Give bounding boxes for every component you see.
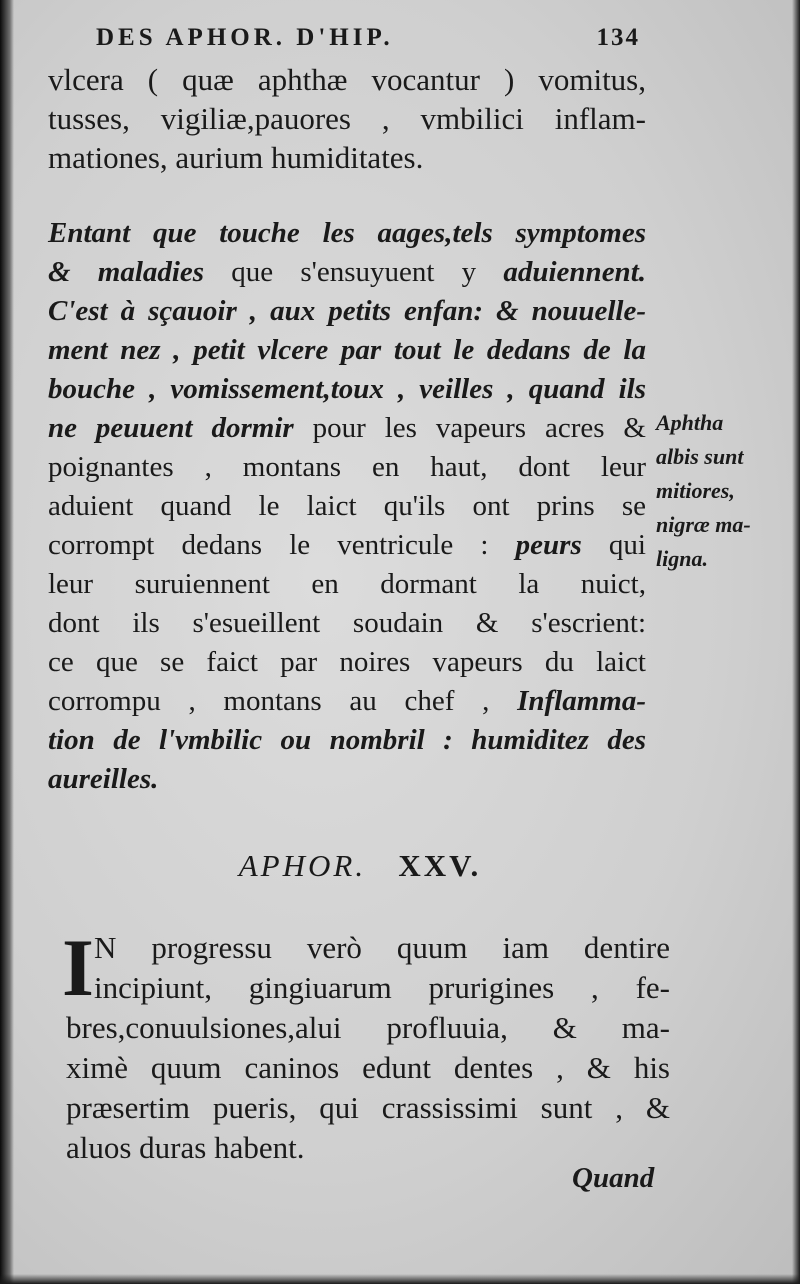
text-line: leur suruiennent en dormant la nuict, [48, 568, 646, 600]
marginal-note [656, 406, 796, 576]
text-line: aduient quand le laict qu'ils ont prins se [48, 490, 646, 522]
text-line: aureilles. [48, 763, 159, 795]
running-header [96, 24, 646, 58]
aphorism-text [66, 928, 670, 1168]
drop-cap: I [62, 922, 94, 1013]
text-line: Entant que touche les aages,tels symptomes [48, 217, 646, 249]
text-line: vlcera ( quæ aphthæ vocantur ) vomitus, [48, 62, 646, 97]
running-title: DES APHOR. D'HIP. [96, 24, 394, 51]
french-commentary [48, 214, 646, 799]
aphorism-number: XXV. [398, 848, 482, 883]
text-line: ce que se faict par noires vapeurs du laict [48, 646, 646, 678]
page-bottom-shadow [0, 1274, 800, 1284]
text-line: poignantes , montans en haut, dont leur [48, 451, 646, 483]
margin-line: nigræ ma- [656, 512, 751, 537]
text-line: corrompu , montans au chef , Inflamma- [48, 685, 646, 717]
text-line: corrompt dedans le ventricule : peurs qui [48, 529, 646, 561]
page-right-shadow [792, 0, 800, 1284]
text-line: ment nez , petit vlcere par tout le dedans de la [48, 334, 646, 366]
catchword: Quand [572, 1162, 655, 1194]
text-line: aluos duras habent. [66, 1130, 305, 1165]
text-line: bouche , vomissement,toux , veilles , quand ils [48, 373, 646, 405]
text-line: incipiunt, gingiuarum prurigines , fe- [94, 970, 670, 1005]
aphorism-heading [150, 848, 570, 884]
margin-line: ligna. [656, 546, 708, 571]
margin-line: albis sunt [656, 444, 744, 469]
margin-line: mitiores, [656, 478, 735, 503]
text-line: N progressu verò quum iam dentire [94, 930, 670, 965]
page-left-shadow [0, 0, 14, 1284]
aphorism-label: APHOR. [238, 848, 367, 883]
text-line: mationes, aurium humiditates. [48, 140, 424, 175]
latin-continuation [48, 60, 646, 177]
text-line: dont ils s'esueillent soudain & s'escrient: [48, 607, 646, 639]
text-line: præsertim pueris, qui crassissimi sunt , & [66, 1090, 670, 1125]
margin-line: Aphtha [656, 410, 724, 435]
text-line: bres,conuulsiones,alui profluuia, & ma- [66, 1010, 670, 1045]
text-line: ne peuuent dormir pour les vapeurs acres & [48, 412, 646, 444]
text-line: C'est à sçauoir , aux petits enfan: & nouuelle- [48, 295, 646, 327]
page-number: 134 [596, 24, 640, 51]
text-line: tion de l'vmbilic ou nombril : humiditez des [48, 724, 646, 756]
text-line: & maladies que s'ensuyuent y aduiennent. [48, 256, 646, 288]
text-line: tusses, vigiliæ,pauores , vmbilici inflam- [48, 101, 646, 136]
text-line: ximè quum caninos edunt dentes , & his [66, 1050, 670, 1085]
